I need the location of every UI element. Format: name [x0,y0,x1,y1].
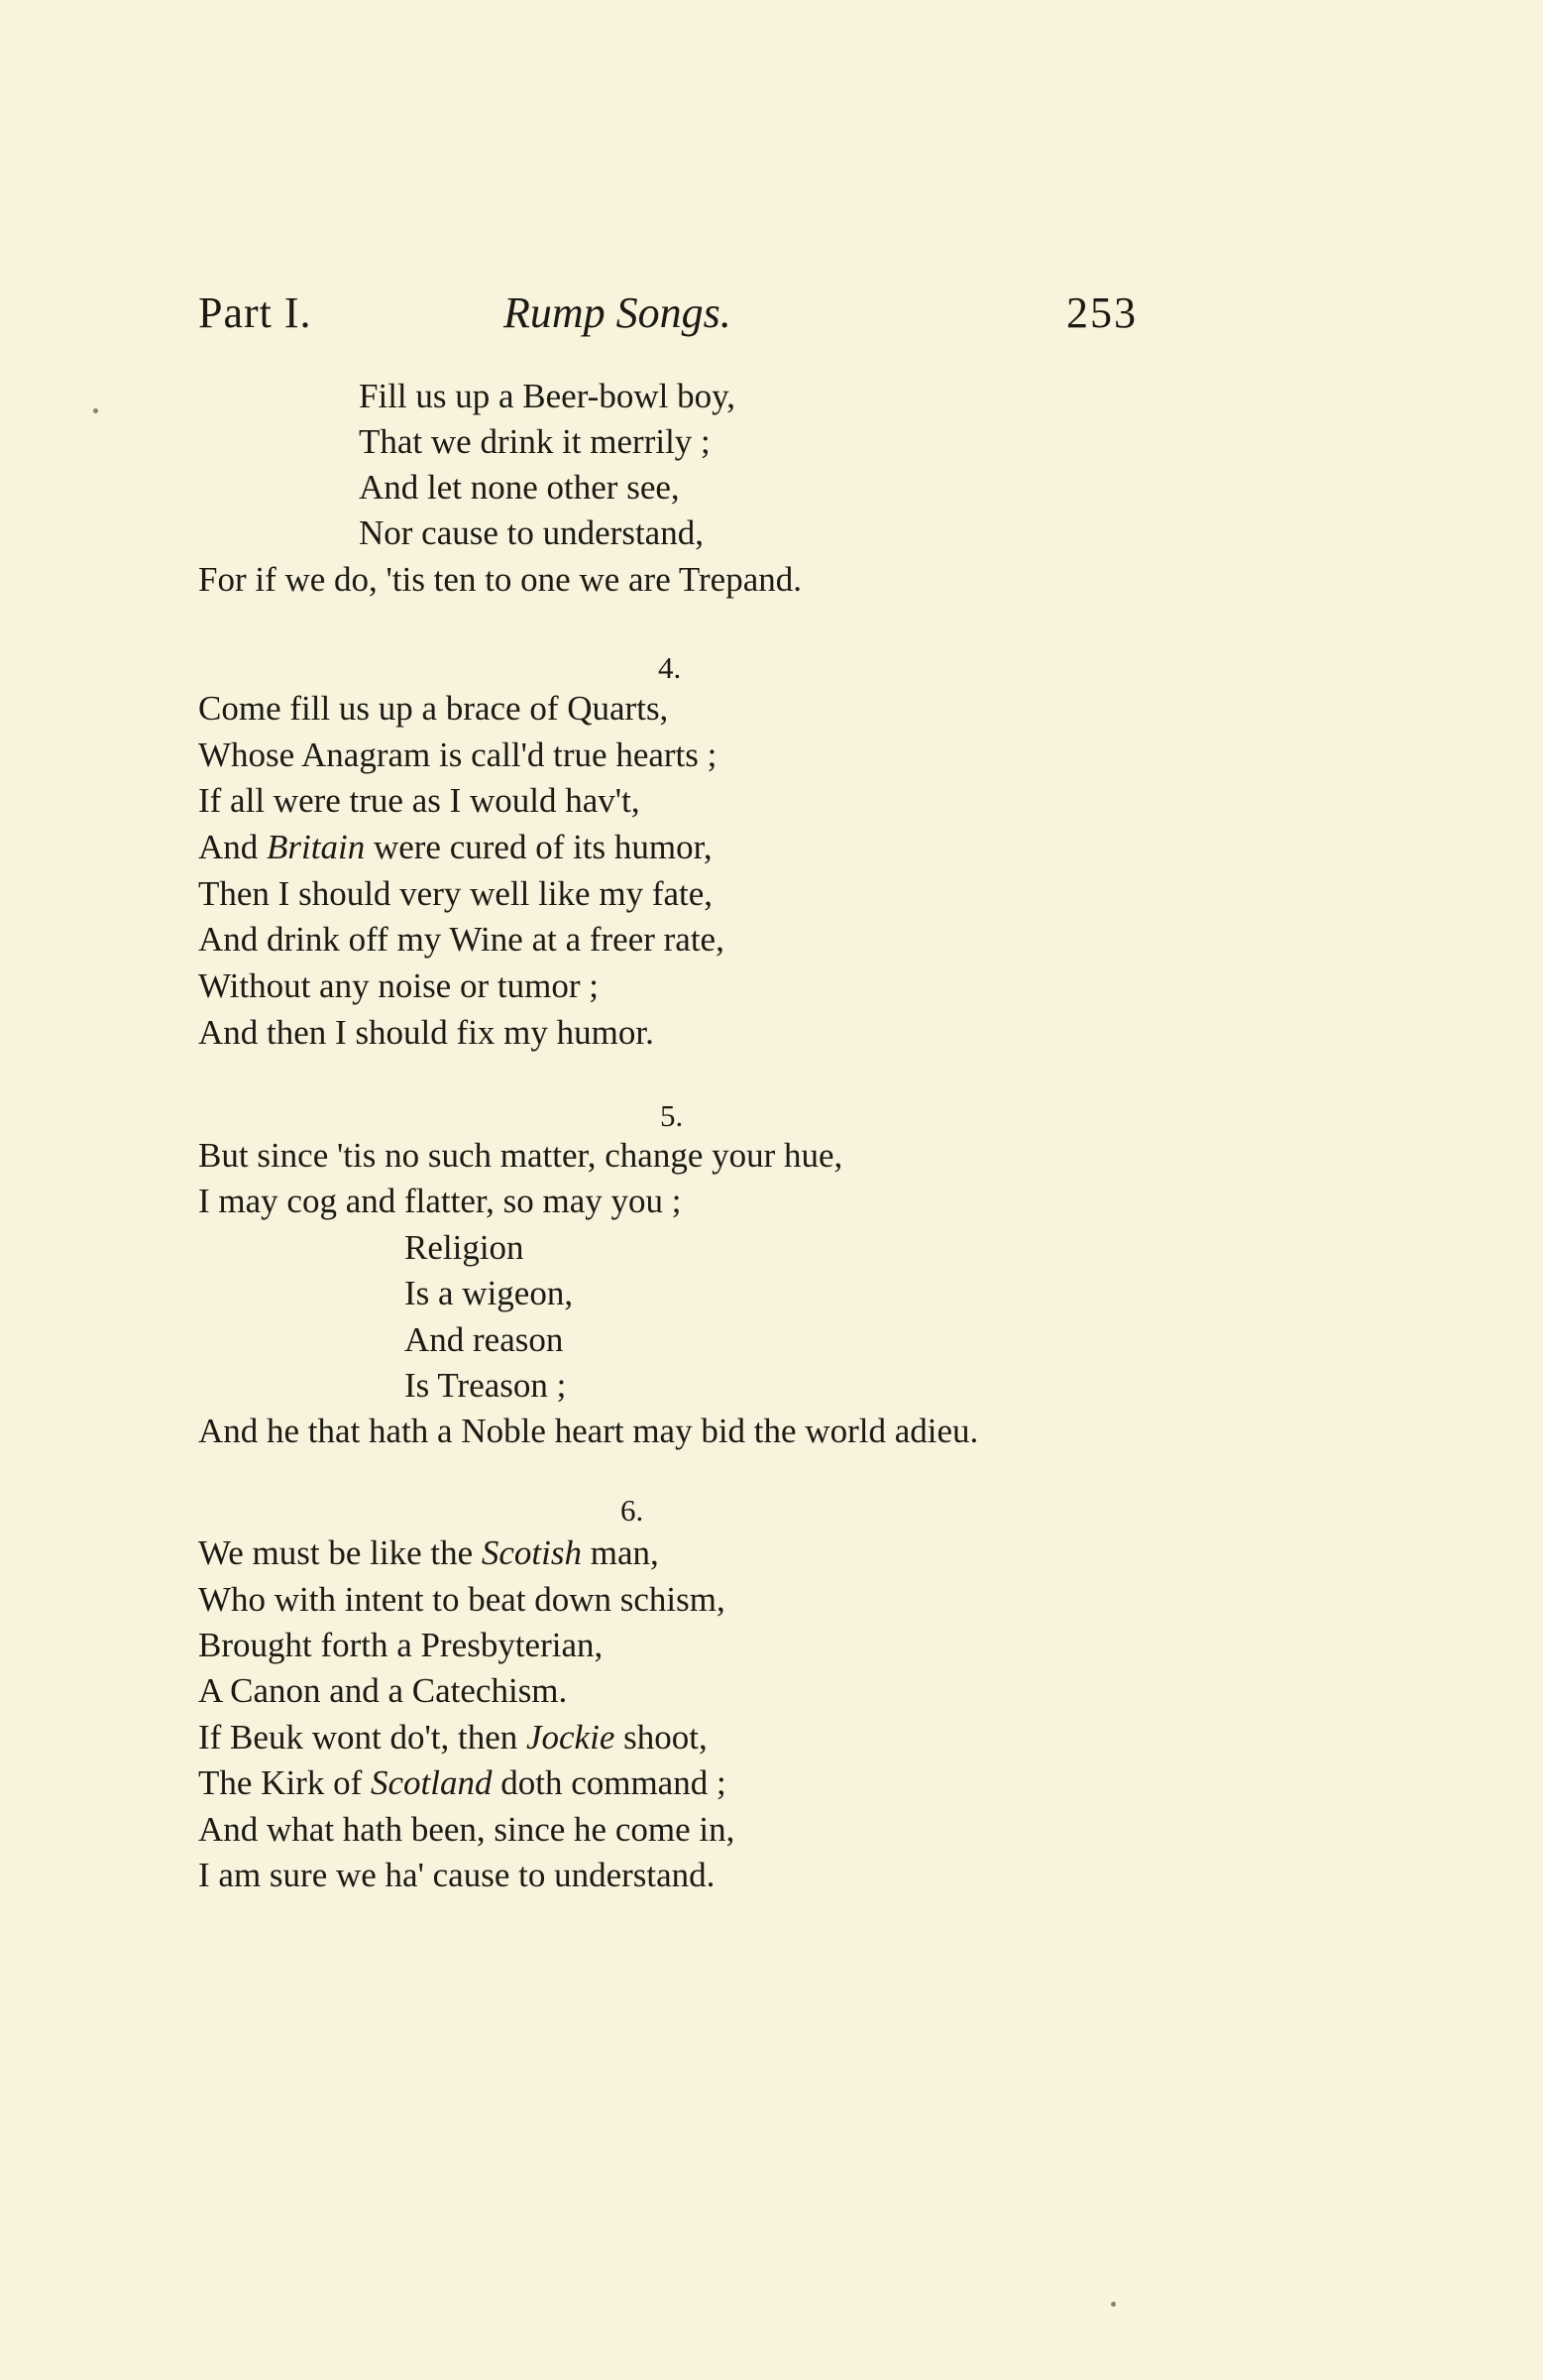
page-number: 253 [1066,288,1138,337]
poem-line: And he that hath a Noble heart may bid the world adieu. [198,1412,979,1450]
poem-line: The Kirk of Scotland doth command ; [198,1763,726,1802]
stanza-number: 4. [658,650,682,685]
poem-line: And then I should fix my humor. [198,1013,654,1052]
poem-line: For if we do, 'tis ten to one we are Trepand. [198,560,802,599]
poem-line: That we drink it merrily ; [359,422,711,461]
stanza-number: 5. [660,1098,684,1133]
poem-line: And what hath been, since he come in, [198,1810,735,1849]
poem-line: And reason [404,1320,564,1359]
poem-line: Come fill us up a brace of Quarts, [198,689,669,728]
poem-line: Is a wigeon, [404,1274,574,1312]
stanza-number: 6. [620,1493,644,1528]
poem-line: And drink off my Wine at a freer rate, [198,920,724,959]
poem-line: Is Treason ; [404,1366,567,1405]
part-label: Part I. [198,288,312,337]
paper-speck [1111,2302,1116,2307]
poem-line: I am sure we ha' cause to understand. [198,1856,716,1894]
poem-line: Then I should very well like my fate, [198,874,714,913]
poem-line: Whose Anagram is call'd true hearts ; [198,736,717,774]
poem-line: We must be like the Scotish man, [198,1533,659,1572]
running-title: Rump Songs. [503,288,731,337]
poem-line: Nor cause to understand, [359,513,704,552]
poem-line: I may cog and flatter, so may you ; [198,1182,682,1220]
poem-line: But since 'tis no such matter, change your hue, [198,1136,843,1175]
running-header [0,287,1543,347]
paper-speck [93,408,98,413]
poem-line: Who with intent to beat down schism, [198,1580,725,1619]
poem-line: And let none other see, [359,468,680,507]
poem-line: Without any noise or tumor ; [198,966,599,1005]
poem-line: Religion [404,1228,524,1267]
poem-line: Fill us up a Beer-bowl boy, [359,377,736,415]
poem-line: If Beuk wont do't, then Jockie shoot, [198,1718,708,1757]
poem-line: Brought forth a Presbyterian, [198,1626,604,1664]
poem-line: If all were true as I would hav't, [198,781,640,820]
poem-line: A Canon and a Catechism. [198,1671,568,1710]
poem-line: And Britain were cured of its humor, [198,828,713,866]
